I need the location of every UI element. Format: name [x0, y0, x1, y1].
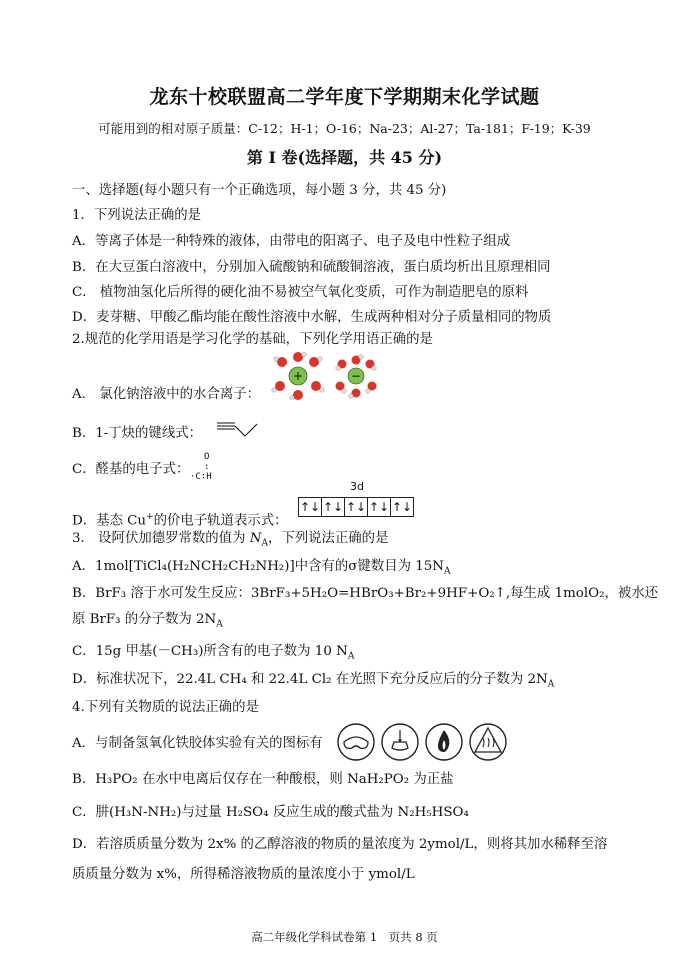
atomic-masses: 可能用到的相对原子质量：C-12；H-1；O-16；Na-23；Al-27；Ta-181；F-19；K-39	[98, 121, 591, 136]
q3-option-d: D．标准状况下，22.4L CH₄ 和 22.4L Cl₂ 在光照下充分反应后的分子数为 $2N_A$	[72, 672, 555, 690]
q2-option-d	[72, 508, 288, 530]
hand-wash-icon	[380, 722, 420, 762]
q4-option-d-line2: 质质量分数为 x%，所得稀溶液物质的量浓度小于 ymol/L	[72, 867, 415, 882]
q2-d-post: 的价电子轨道表示式：	[153, 513, 288, 529]
hydrated-anion-icon	[336, 355, 377, 399]
q2-stem: 2.规范的化学用语是学习化学的基础，下列化学用语正确的是	[72, 332, 433, 347]
cation-sign: +	[292, 369, 304, 383]
q4-option-b: B．H₃PO₂ 在水中电离后仅存在一种酸根，则 NaH₂PO₂ 为正盐	[72, 772, 454, 787]
electron-formula-top: O	[204, 452, 210, 462]
q3-option-b-line1: B．BrF₃ 溶于水可发生反应：3BrF₃+5H₂O=HBrO₃+Br₂+9HF+O₂↑,每生成 1molO₂，被水还	[72, 586, 659, 601]
q1-option-a: A．等离子体是一种特殊的液体，由带电的阳离子、电子及电中性粒子组成	[72, 234, 511, 249]
orbital-box: ↑↓	[345, 500, 367, 514]
q2-d-pre: D．基态 Cu	[72, 513, 147, 529]
goggles-icon	[336, 722, 376, 762]
safety-icons	[336, 722, 508, 762]
q1-option-b: B．在大豆蛋白溶液中，分别加入硫酸钠和硫酸铜溶液，蛋白质均析出且原理相同	[72, 260, 551, 275]
q3-option-a: A．1mol[TiCl₄(H₂NCH₂CH₂NH₂)]中含有的σ键数目为 $15N_A$	[72, 559, 451, 577]
hydrated-ions-figure	[268, 352, 388, 400]
section-title: 第 I 卷(选择题，共 45 分)	[246, 148, 443, 167]
q4-option-d-line1: D．若溶质质量分数为 2x% 的乙醇溶液的物质的量浓度为 2ymol/L，则将其加水稀释至溶	[72, 837, 608, 852]
q2-option-c: C．醛基的电子式：	[72, 462, 190, 477]
orbital-box: ↑↓	[322, 500, 344, 514]
q3-stem: 3． 设阿伏加德罗常数的值为 $N_A$，下列说法正确的是	[72, 531, 389, 549]
orbital-box: ↑↓	[391, 500, 413, 514]
q2-d-sup: +	[146, 512, 154, 522]
q2-option-b: B．1-丁炔的键线式：	[72, 426, 203, 441]
q1-option-c: C． 植物油氢化后所得的硬化油不易被空气氧化变质，可作为制造肥皂的原料	[72, 285, 529, 300]
orbital-label: 3d	[350, 480, 364, 493]
hydrated-cation-icon	[272, 352, 325, 400]
anion-sign: −	[350, 369, 362, 383]
q2-option-a: A． 氯化钠溶液中的水合离子：	[72, 387, 261, 402]
q1-option-d: D．麦芽糖、甲酸乙酯均能在酸性溶液中水解，生成两种相对分子质量相同的物质	[72, 310, 552, 325]
page-footer: 高二年级化学科试卷第 1 页共 8 页	[251, 930, 438, 944]
aldehyde-electron-formula: O : ·C∶H	[190, 452, 212, 482]
q1-stem: 1．下列说法正确的是	[72, 208, 202, 223]
orbital-box: ↑↓	[368, 500, 390, 514]
q4-option-c: C．肼(H₃N-NH₂)与过量 H₂SO₄ 反应生成的酸式盐为 N₂H₅HSO₄	[72, 805, 469, 820]
butyne-skeletal-formula	[215, 417, 259, 439]
exam-title: 龙东十校联盟高二学年度下学期期末化学试题	[149, 86, 540, 108]
q4-option-a: A．与制备氢氧化铁胶体实验有关的图标有	[72, 736, 323, 751]
instructions: 一、选择题(每小题只有一个正确选项，每小题 3 分，共 45 分)	[72, 183, 447, 198]
q3-option-c: C．15g 甲基(－CH₃)所含有的电子数为 10 $N_A$	[72, 644, 355, 662]
electron-formula-bottom: ·C∶H	[190, 472, 212, 482]
hot-surface-icon	[468, 722, 508, 762]
q3-option-b-line2: 原 BrF₃ 的分子数为 $2N_A$	[72, 612, 223, 630]
fire-icon	[424, 722, 464, 762]
q4-stem: 4.下列有关物质的说法正确的是	[72, 700, 259, 715]
orbital-box: ↑↓	[299, 500, 321, 514]
